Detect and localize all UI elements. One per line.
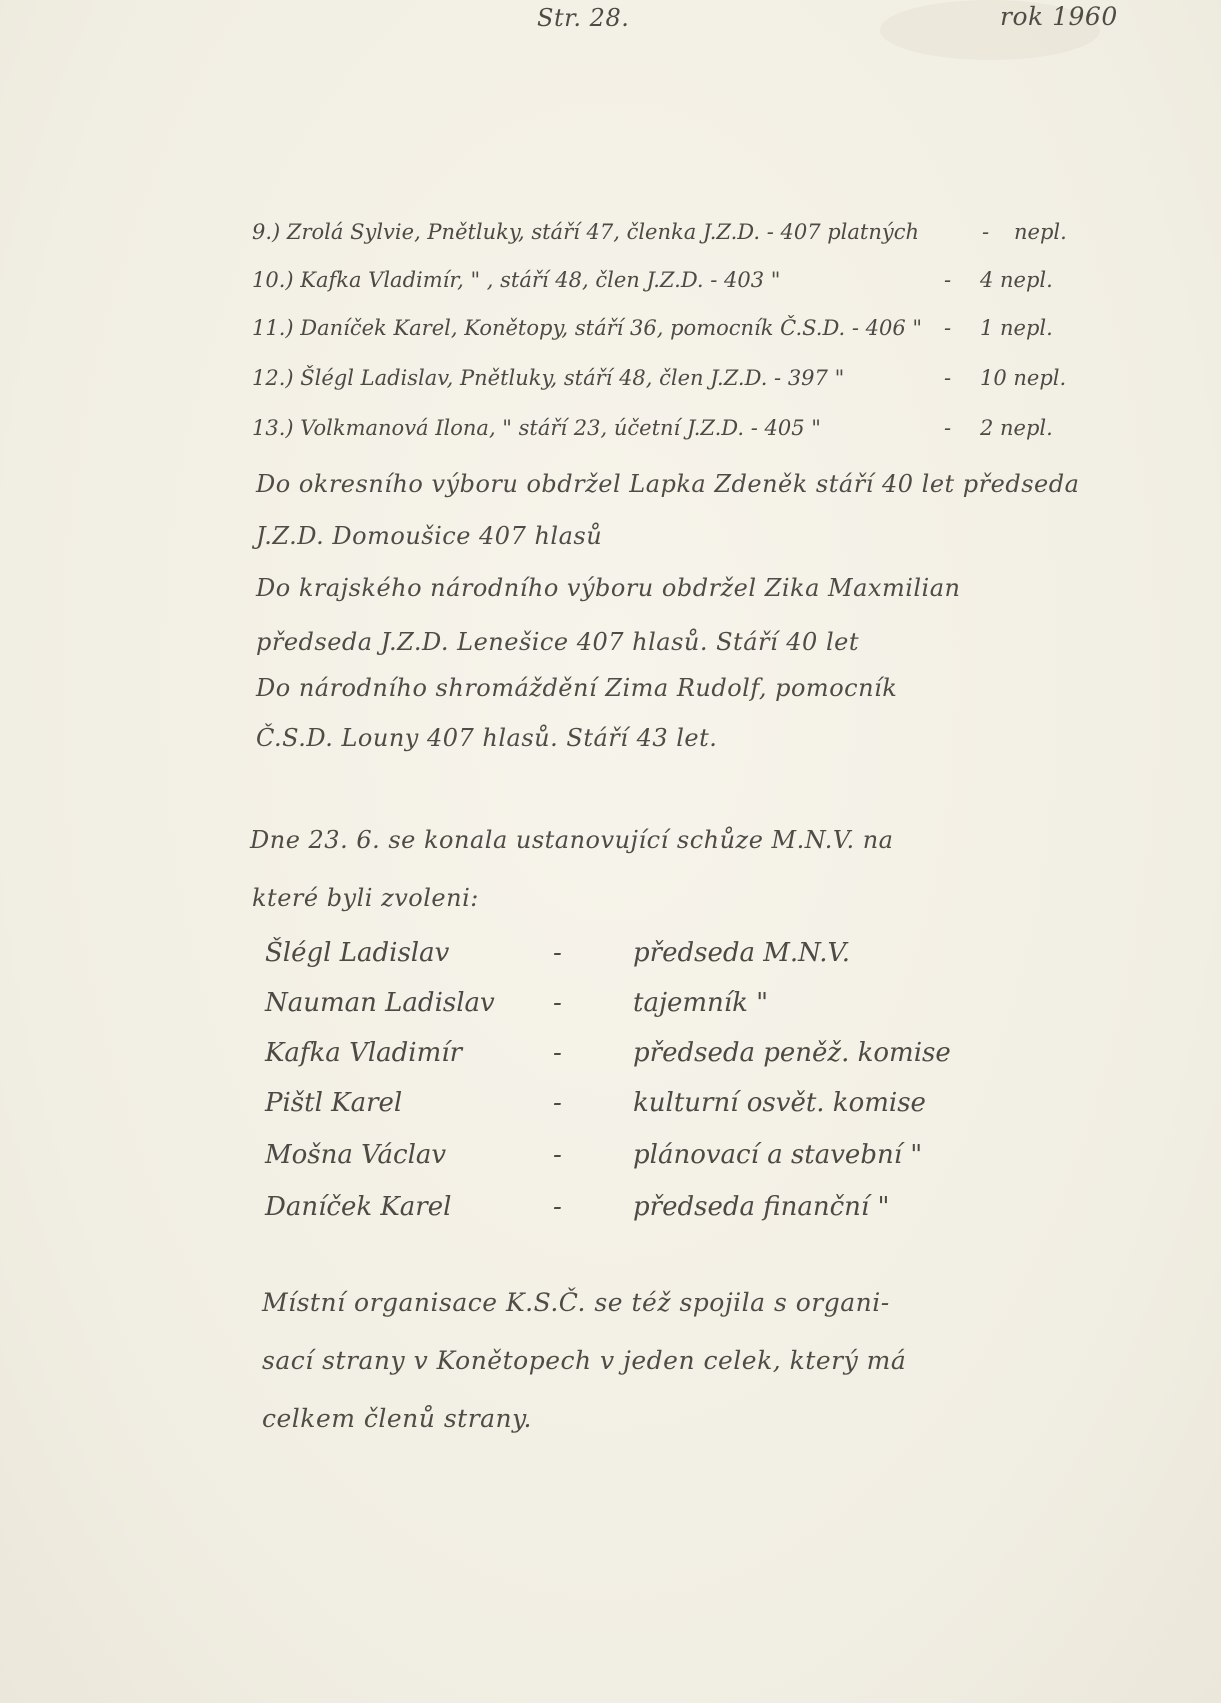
candidate-text: 11.) Daníček Karel, Konětopy, stáří 36, pomocník Č.S.D. - 406 " <box>252 316 923 340</box>
committee-name: Nauman Ladislav <box>265 988 495 1018</box>
committee-dash: - <box>553 1140 562 1170</box>
election-line: předseda J.Z.D. Lenešice 407 hlasů. Stáří 40 let <box>256 628 859 656</box>
candidate-text: 10.) Kafka Vladimír, " , stáří 48, člen J.Z.D. - 403 " <box>252 268 781 292</box>
closing-line: celkem členů strany. <box>262 1404 532 1433</box>
candidate-dash: - <box>944 416 952 440</box>
candidate-dash: - <box>944 316 952 340</box>
committee-dash: - <box>553 938 562 968</box>
committee-role: předseda M.N.V. <box>633 938 850 968</box>
candidate-row <box>252 310 1082 350</box>
committee-role: předseda peněž. komise <box>633 1038 951 1068</box>
committee-dash: - <box>553 1192 562 1222</box>
year-label: rok 1960 <box>1000 2 1118 31</box>
election-line: Do národního shromáždění Zima Rudolf, pomocník <box>256 674 898 702</box>
committee-role: kulturní osvět. komise <box>633 1088 926 1118</box>
candidate-row <box>252 262 1082 302</box>
committee-row <box>265 1184 1025 1234</box>
committee-dash: - <box>553 988 562 1018</box>
candidate-note: 10 nepl. <box>980 366 1067 390</box>
committee-role: plánovací a stavební " <box>633 1140 923 1170</box>
closing-line: Místní organisace K.S.Č. se též spojila s organi- <box>262 1288 890 1317</box>
committee-name: Kafka Vladimír <box>265 1038 463 1068</box>
candidate-text: 13.) Volkmanová Ilona, " stáří 23, účetní J.Z.D. - 405 " <box>252 416 821 440</box>
committee-row <box>265 1080 1025 1130</box>
candidate-dash: - <box>982 220 990 244</box>
meeting-line: Dne 23. 6. se konala ustanovující schůze M.N.V. na <box>250 826 894 854</box>
committee-row <box>265 980 1025 1030</box>
election-line: J.Z.D. Domoušice 407 hlasů <box>256 522 603 550</box>
candidate-text: 9.) Zrolá Sylvie, Pnětluky, stáří 47, členka J.Z.D. - 407 platných <box>252 220 920 244</box>
election-line: Do okresního výboru obdržel Lapka Zdeněk stáří 40 let předseda <box>256 470 1080 498</box>
candidate-note: 4 nepl. <box>980 268 1053 292</box>
committee-row <box>265 1132 1025 1182</box>
committee-row <box>265 1030 1025 1080</box>
election-line: Do krajského národního výboru obdržel Zika Maxmilian <box>256 574 961 602</box>
candidate-note: 1 nepl. <box>980 316 1053 340</box>
closing-line: sací strany v Konětopech v jeden celek, který má <box>262 1346 907 1375</box>
committee-name: Pištl Karel <box>265 1088 403 1118</box>
candidate-row <box>252 360 1082 400</box>
committee-name: Mošna Václav <box>265 1140 447 1170</box>
candidate-row <box>252 214 1082 254</box>
committee-row <box>265 930 1025 980</box>
committee-name: Daníček Karel <box>265 1192 452 1222</box>
candidate-row <box>252 410 1082 450</box>
committee-dash: - <box>553 1038 562 1068</box>
candidate-note: nepl. <box>1014 220 1067 244</box>
candidate-text: 12.) Šlégl Ladislav, Pnětluky, stáří 48, člen J.Z.D. - 397 " <box>252 366 845 390</box>
election-line: Č.S.D. Louny 407 hlasů. Stáří 43 let. <box>256 724 718 752</box>
candidate-note: 2 nepl. <box>980 416 1053 440</box>
committee-role: tajemník " <box>633 988 769 1018</box>
committee-role: předseda finanční " <box>633 1192 890 1222</box>
meeting-line: které byli zvoleni: <box>252 884 479 912</box>
candidate-dash: - <box>944 268 952 292</box>
candidate-dash: - <box>944 366 952 390</box>
page-number: Str. 28. <box>537 4 630 32</box>
committee-name: Šlégl Ladislav <box>265 938 450 968</box>
committee-dash: - <box>553 1088 562 1118</box>
